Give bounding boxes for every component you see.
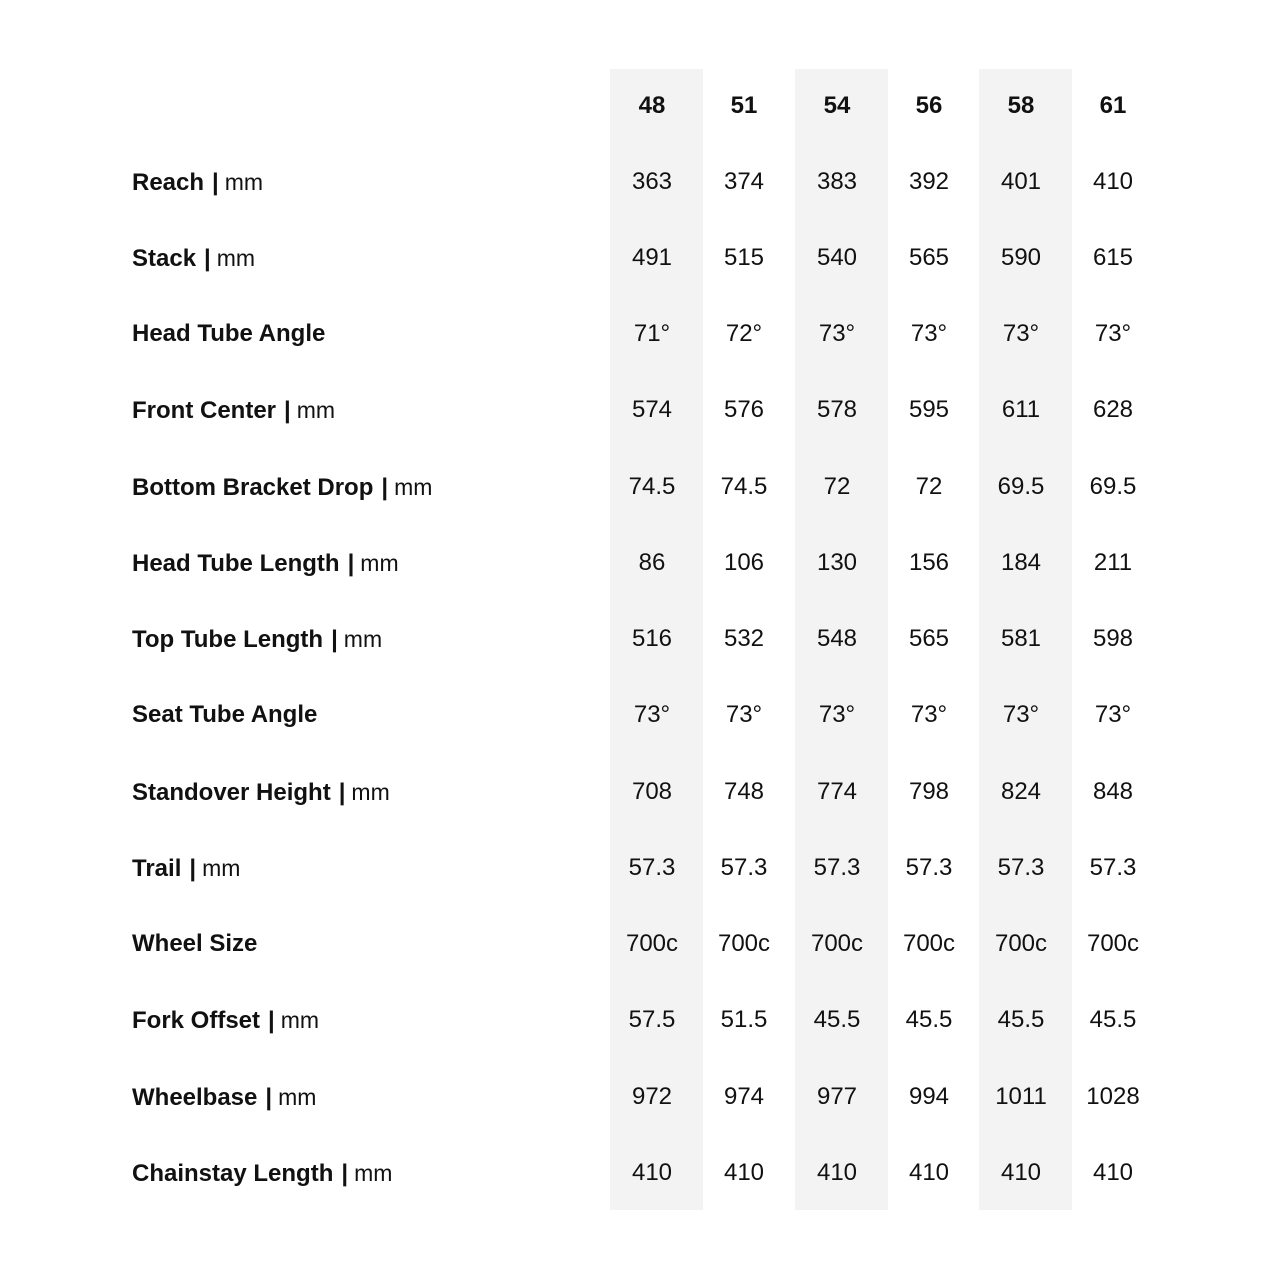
table-cell: 798 bbox=[908, 778, 950, 805]
row-label-name: Stack bbox=[132, 245, 197, 272]
row-label-name: Seat Tube Angle bbox=[132, 701, 318, 728]
row-label-separator: | bbox=[381, 474, 389, 501]
table-row bbox=[0, 772, 1280, 812]
row-label bbox=[132, 390, 335, 430]
row-label-separator: | bbox=[331, 626, 338, 653]
table-cell: 401 bbox=[1000, 168, 1042, 195]
row-label-separator: | bbox=[265, 1084, 273, 1111]
table-cell: 611 bbox=[1001, 396, 1041, 423]
table-cell: 73° bbox=[1002, 320, 1040, 347]
table-cell: 581 bbox=[1000, 625, 1042, 652]
table-cell: 532 bbox=[723, 625, 765, 652]
size-header-cell: 51 bbox=[730, 92, 758, 119]
table-cell: 410 bbox=[723, 1159, 765, 1186]
size-header-cell: 48 bbox=[638, 92, 666, 119]
row-label bbox=[132, 772, 390, 812]
table-cell: 700c bbox=[1086, 930, 1140, 957]
row-label bbox=[132, 924, 257, 964]
table-cell: 51.5 bbox=[720, 1006, 768, 1033]
table-cell: 972 bbox=[631, 1083, 673, 1110]
table-cell: 363 bbox=[631, 168, 673, 195]
table-cell: 73° bbox=[910, 701, 948, 728]
table-cell: 590 bbox=[1000, 244, 1042, 271]
table-cell: 410 bbox=[1000, 1159, 1042, 1186]
table-cell: 598 bbox=[1092, 625, 1134, 652]
table-cell: 700c bbox=[625, 930, 679, 957]
table-cell: 73° bbox=[1094, 320, 1132, 347]
row-label bbox=[132, 1153, 392, 1193]
table-cell: 628 bbox=[1092, 396, 1134, 423]
table-row bbox=[0, 1077, 1280, 1117]
table-row bbox=[0, 1153, 1280, 1193]
table-row bbox=[0, 314, 1280, 354]
row-label-separator: | bbox=[341, 1160, 349, 1187]
table-cell: 700c bbox=[717, 930, 771, 957]
row-label-separator: | bbox=[347, 550, 355, 577]
table-row bbox=[0, 924, 1280, 964]
table-cell: 130 bbox=[816, 549, 858, 576]
table-cell: 410 bbox=[1092, 168, 1134, 195]
table-cell: 977 bbox=[816, 1083, 858, 1110]
table-cell: 45.5 bbox=[1089, 1006, 1137, 1033]
table-cell: 73° bbox=[1002, 701, 1040, 728]
row-label bbox=[132, 1077, 316, 1117]
table-cell: 73° bbox=[910, 320, 948, 347]
table-cell: 57.3 bbox=[997, 854, 1045, 881]
row-label-unit: mm bbox=[354, 1160, 393, 1186]
table-cell: 72 bbox=[823, 473, 851, 500]
table-cell: 73° bbox=[725, 701, 763, 728]
row-label-name: Top Tube Length bbox=[132, 626, 324, 653]
size-header-cell: 56 bbox=[915, 92, 943, 119]
row-label-unit: mm bbox=[202, 855, 241, 881]
table-cell: 374 bbox=[723, 168, 765, 195]
table-cell: 73° bbox=[633, 701, 671, 728]
row-label-name: Wheel Size bbox=[132, 930, 258, 957]
row-label bbox=[132, 695, 317, 735]
row-label-name: Chainstay Length bbox=[132, 1160, 334, 1187]
table-cell: 86 bbox=[638, 549, 666, 576]
row-label-separator: | bbox=[204, 245, 211, 272]
table-cell: 73° bbox=[818, 701, 856, 728]
row-label-unit: mm bbox=[351, 779, 390, 805]
table-cell: 73° bbox=[1094, 701, 1132, 728]
row-label bbox=[132, 238, 255, 278]
table-cell: 410 bbox=[1092, 1159, 1134, 1186]
table-cell: 57.3 bbox=[720, 854, 768, 881]
table-cell: 73° bbox=[818, 320, 856, 347]
table-cell: 184 bbox=[1000, 549, 1042, 576]
table-cell: 57.5 bbox=[628, 1006, 676, 1033]
table-cell: 700c bbox=[810, 930, 864, 957]
table-cell: 45.5 bbox=[905, 1006, 953, 1033]
row-label bbox=[132, 314, 325, 354]
size-header-row bbox=[0, 86, 1280, 126]
table-row bbox=[0, 162, 1280, 202]
table-cell: 565 bbox=[908, 625, 950, 652]
table-cell: 774 bbox=[816, 778, 858, 805]
row-label-unit: mm bbox=[216, 245, 256, 271]
table-row bbox=[0, 390, 1280, 430]
row-label-name: Standover Height bbox=[132, 779, 331, 806]
table-cell: 392 bbox=[908, 168, 950, 195]
table-cell: 708 bbox=[631, 778, 673, 805]
row-label-separator: | bbox=[284, 397, 291, 424]
table-cell: 74.5 bbox=[720, 473, 768, 500]
row-label-separator: | bbox=[212, 169, 219, 196]
table-cell: 74.5 bbox=[628, 473, 676, 500]
table-cell: 700c bbox=[902, 930, 956, 957]
row-label-name: Head Tube Length bbox=[132, 550, 340, 577]
table-row bbox=[0, 619, 1280, 659]
size-header-cell: 54 bbox=[823, 92, 851, 119]
row-label-unit: mm bbox=[296, 397, 336, 423]
table-cell: 156 bbox=[908, 549, 950, 576]
table-row bbox=[0, 848, 1280, 888]
table-cell: 824 bbox=[1000, 778, 1042, 805]
table-cell: 574 bbox=[631, 396, 673, 423]
row-label-name: Fork Offset bbox=[132, 1007, 261, 1034]
table-cell: 1011 bbox=[995, 1083, 1047, 1110]
row-label-unit: mm bbox=[278, 1084, 317, 1110]
row-label-separator: | bbox=[338, 779, 346, 806]
table-cell: 1028 bbox=[1086, 1083, 1140, 1110]
table-cell: 71° bbox=[633, 320, 671, 347]
table-cell: 848 bbox=[1092, 778, 1134, 805]
row-label bbox=[132, 543, 399, 583]
row-label-unit: mm bbox=[224, 169, 264, 195]
table-row bbox=[0, 238, 1280, 278]
table-cell: 974 bbox=[723, 1083, 765, 1110]
row-label-name: Head Tube Angle bbox=[132, 320, 326, 347]
table-row bbox=[0, 1000, 1280, 1040]
table-cell: 57.3 bbox=[628, 854, 676, 881]
row-label-name: Wheelbase bbox=[132, 1084, 258, 1111]
table-cell: 515 bbox=[723, 244, 765, 271]
table-cell: 72 bbox=[915, 473, 943, 500]
row-label-name: Trail bbox=[132, 855, 182, 882]
table-cell: 410 bbox=[908, 1159, 950, 1186]
table-cell: 45.5 bbox=[813, 1006, 861, 1033]
size-header-cell: 58 bbox=[1007, 92, 1035, 119]
row-label-separator: | bbox=[268, 1007, 275, 1034]
table-cell: 69.5 bbox=[1089, 473, 1137, 500]
table-cell: 383 bbox=[816, 168, 858, 195]
row-label-name: Bottom Bracket Drop bbox=[132, 474, 374, 501]
table-cell: 45.5 bbox=[997, 1006, 1045, 1033]
table-cell: 994 bbox=[908, 1083, 950, 1110]
table-cell: 540 bbox=[816, 244, 858, 271]
table-row bbox=[0, 695, 1280, 735]
row-label-name: Reach bbox=[132, 169, 205, 196]
table-cell: 576 bbox=[723, 396, 765, 423]
row-label bbox=[132, 1000, 319, 1040]
row-label bbox=[132, 848, 240, 888]
table-cell: 410 bbox=[631, 1159, 673, 1186]
row-label bbox=[132, 467, 432, 507]
table-cell: 72° bbox=[725, 320, 763, 347]
size-header-cell: 61 bbox=[1099, 92, 1127, 119]
table-row bbox=[0, 543, 1280, 583]
table-cell: 491 bbox=[631, 244, 673, 271]
table-cell: 595 bbox=[908, 396, 950, 423]
row-label-name: Front Center bbox=[132, 397, 276, 424]
table-cell: 565 bbox=[908, 244, 950, 271]
table-cell: 106 bbox=[723, 549, 765, 576]
table-cell: 548 bbox=[816, 625, 858, 652]
table-cell: 57.3 bbox=[1089, 854, 1137, 881]
table-cell: 57.3 bbox=[905, 854, 953, 881]
row-label bbox=[132, 162, 263, 202]
table-cell: 410 bbox=[816, 1159, 858, 1186]
row-label-unit: mm bbox=[280, 1007, 320, 1033]
table-cell: 69.5 bbox=[997, 473, 1045, 500]
table-cell: 615 bbox=[1092, 244, 1134, 271]
table-cell: 748 bbox=[723, 778, 765, 805]
table-cell: 211 bbox=[1093, 549, 1133, 576]
row-label bbox=[132, 619, 382, 659]
table-cell: 700c bbox=[994, 930, 1048, 957]
row-label-unit: mm bbox=[343, 626, 383, 652]
table-row bbox=[0, 467, 1280, 507]
table-cell: 578 bbox=[816, 396, 858, 423]
row-label-separator: | bbox=[189, 855, 197, 882]
row-label-unit: mm bbox=[360, 550, 399, 576]
table-cell: 57.3 bbox=[813, 854, 861, 881]
row-label-unit: mm bbox=[394, 474, 433, 500]
table-cell: 516 bbox=[631, 625, 673, 652]
